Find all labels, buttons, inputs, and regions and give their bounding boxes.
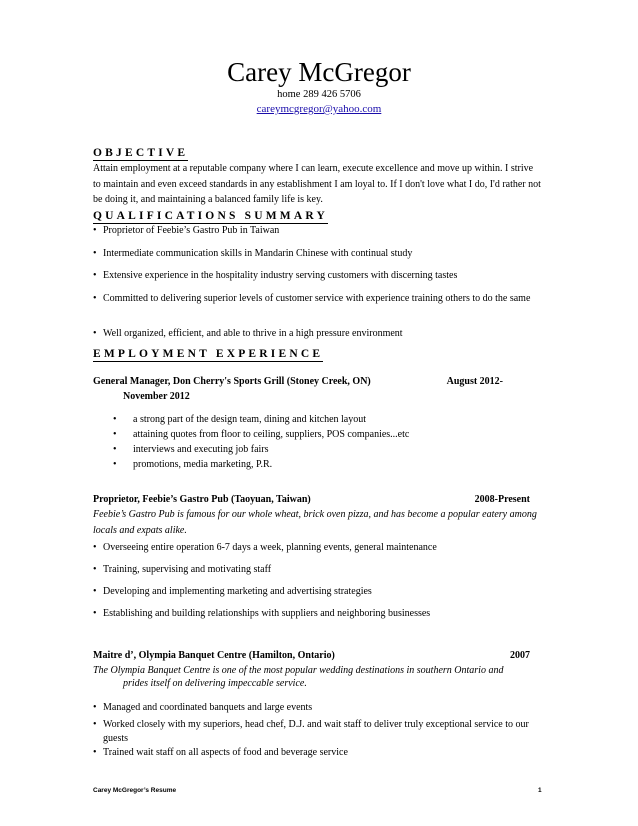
footer-title: Carey McGregor’s Resume <box>93 787 177 794</box>
job-duty-item: • interviews and executing job fairs <box>113 442 269 458</box>
job-title: Maitre d’, Olympia Banquet Centre (Hamilton, Ontario) <box>93 650 335 661</box>
job-title-general-manager <box>93 374 530 390</box>
job-duty-item: • Establishing and building relationships with suppliers and neighboring businesses <box>93 607 543 621</box>
job-duty-item: • Trained wait staff on all aspects of food and beverage service <box>93 746 543 760</box>
phone-number: home 289 426 5706 <box>277 89 361 100</box>
applicant-name: Carey McGregor <box>227 57 411 87</box>
job-dates-end: November 2012 <box>123 391 190 402</box>
qualifications-heading: QUALIFICATIONS SUMMARY <box>93 210 328 222</box>
employment-heading: EMPLOYMENT EXPERIENCE <box>93 348 324 360</box>
job-dates: 2008-Present <box>474 494 530 505</box>
job-duty-item: • Managed and coordinated banquets and large events <box>93 701 543 715</box>
qualification-item: • Extensive experience in the hospitality industry serving customers with discerning tastes <box>93 269 543 283</box>
job-duty-item: • Training, supervising and motivating staff <box>93 563 543 577</box>
page-number: 1 <box>538 787 542 794</box>
job-duty-item: • Worked closely with my superiors, head chef, D.J. and wait staff to deliver truly exceptional service to our guests <box>93 718 543 746</box>
email-container <box>0 102 638 116</box>
job-duty-item: • Developing and implementing marketing and advertising strategies <box>93 585 543 599</box>
job-duty-item: • promotions, media marketing, P.R. <box>113 457 272 473</box>
job-title: Proprietor, Feebie’s Gastro Pub (Taoyuan, Taiwan) <box>93 494 311 505</box>
job-description: The Olympia Banquet Centre is one of the most popular wedding destinations in southern Ontario and <box>93 665 504 676</box>
qualification-item: • Proprietor of Feebie’s Gastro Pub in Taiwan <box>93 224 543 238</box>
email-link[interactable]: careymcgregor@yahoo.com <box>256 103 382 115</box>
job-title-proprietor <box>93 492 530 508</box>
job-dates: 2007 <box>510 650 530 661</box>
job-dates: August 2012- <box>446 376 503 387</box>
job-description: Feebie’s Gastro Pub is famous for our whole wheat, brick oven pizza, and has become a popular eatery among locals and expats alike. <box>93 509 537 536</box>
objective-text: Attain employment at a reputable company where I can learn, execute excellence and move up within. I strive to maintain and even exceed standards in any establishment I am loyal to. If I don't love what I do, I'd rather not be doing it, and maintaining a balanced family life is key. <box>93 163 541 205</box>
job-duty-item: • attaining quotes from floor to ceiling, suppliers, POS companies...etc <box>113 427 409 443</box>
qualification-item: • Intermediate communication skills in Mandarin Chinese with continual study <box>93 247 543 261</box>
job-description-cont: prides itself on delivering impeccable service. <box>123 678 307 689</box>
job-title: General Manager, Don Cherry's Sports Grill (Stoney Creek, ON) <box>93 376 371 387</box>
objective-heading: OBJECTIVE <box>93 147 189 159</box>
job-duty-item: • Overseeing entire operation 6-7 days a week, planning events, general maintenance <box>93 541 543 555</box>
job-duty-item: • a strong part of the design team, dining and kitchen layout <box>113 412 366 428</box>
qualification-item: • Committed to delivering superior levels of customer service with experience training others to do the same <box>93 292 543 306</box>
job-title-maitre-d <box>93 648 530 664</box>
qualification-item: • Well organized, efficient, and able to thrive in a high pressure environment <box>93 327 543 341</box>
